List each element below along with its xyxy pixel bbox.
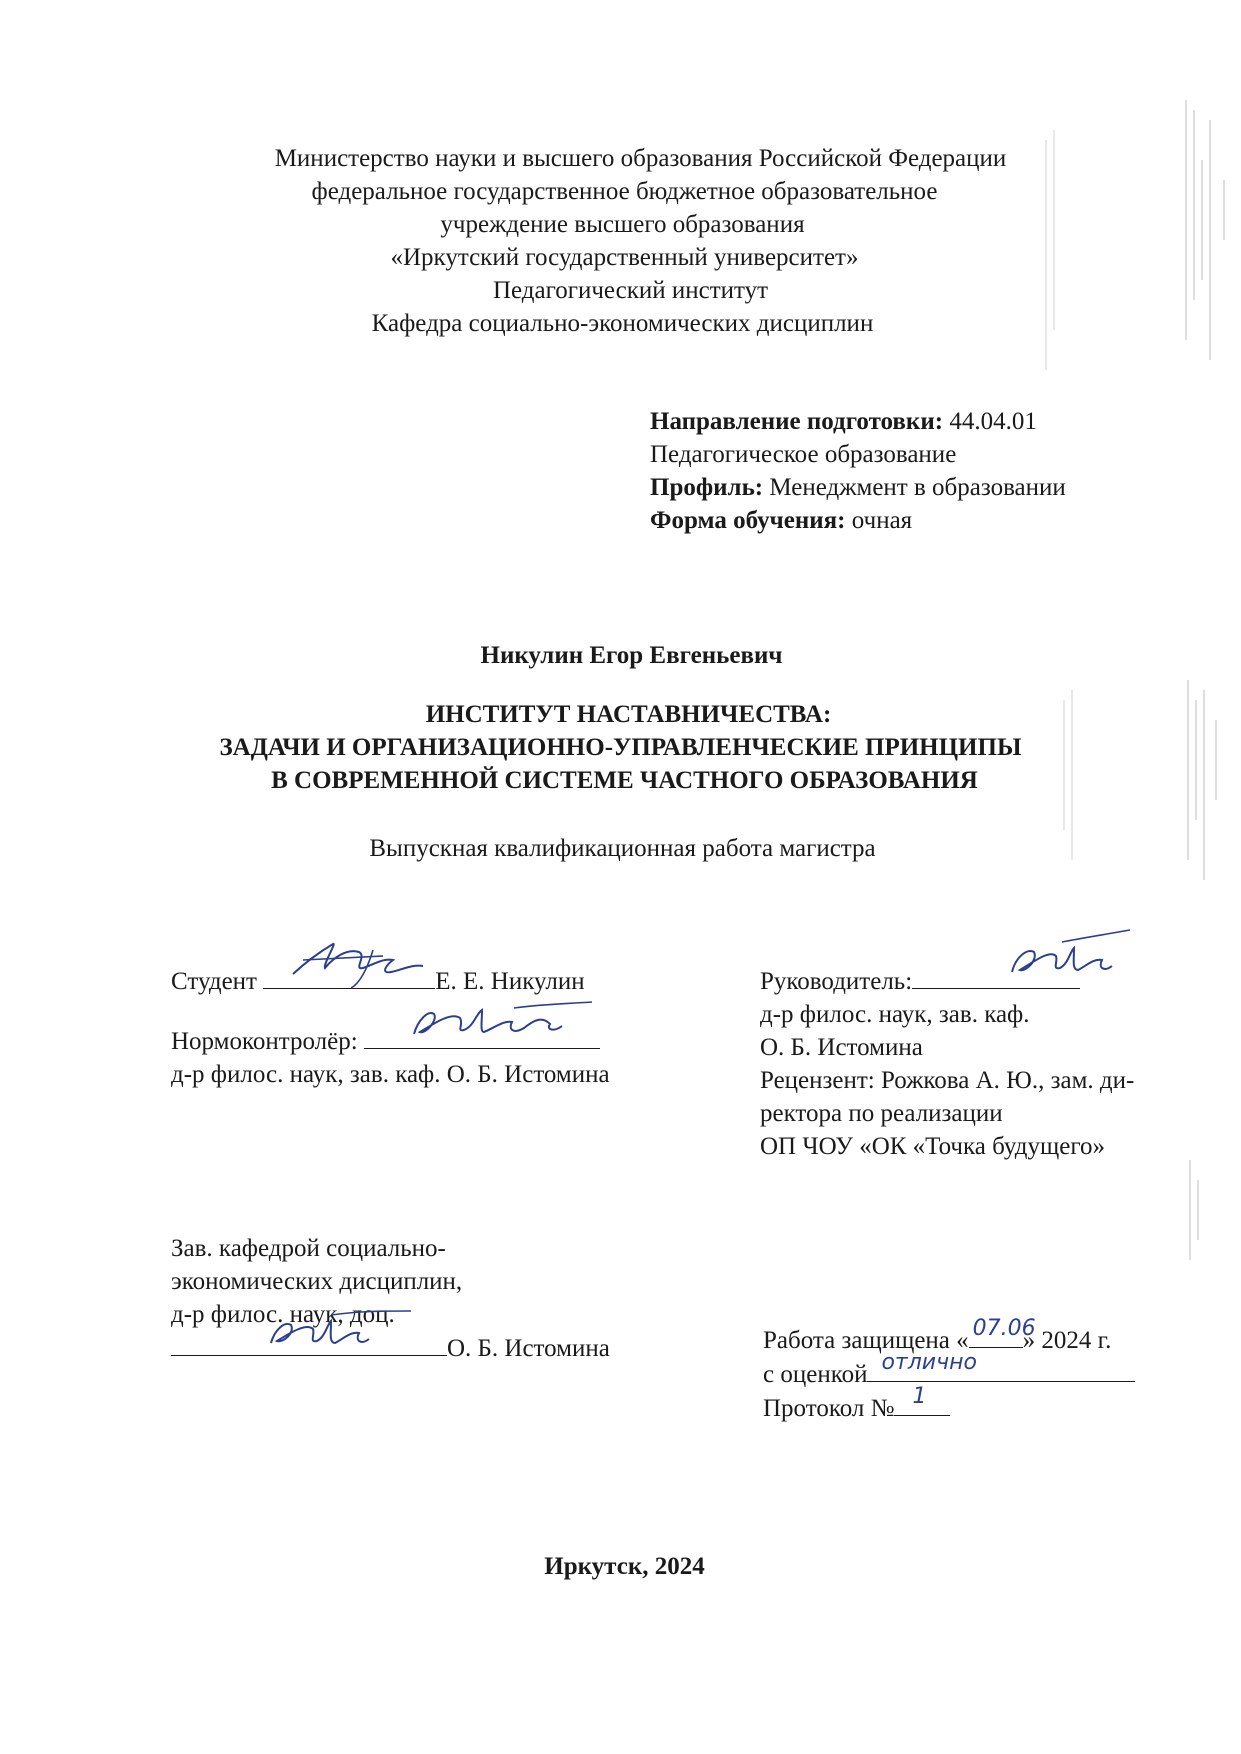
study-form-label: Форма обучения: (650, 507, 846, 534)
reviewer-line: ректора по реализации (760, 1100, 1003, 1127)
defense-date-handwritten: 07.06 (972, 1316, 1036, 1341)
department-name: Кафедра социально-экономических дисциплин (371, 310, 874, 337)
defense-prefix: Работа защищена « (763, 1327, 969, 1354)
direction-name: Педагогическое образование (650, 441, 957, 468)
protocol-handwritten: 1 (912, 1384, 927, 1409)
head-dept-signature-row (171, 1331, 610, 1365)
grade-row (763, 1350, 1135, 1391)
study-direction-block (650, 405, 1066, 537)
head-dept-name: О. Б. Истомина (447, 1335, 610, 1362)
thesis-title (0, 698, 1241, 797)
head-dept-line: экономических дисциплин, (171, 1268, 463, 1295)
thesis-title-line: ИНСТИТУТ НАСТАВНИЧЕСТВА: (425, 701, 832, 728)
supervisor-name: О. Б. Истомина (760, 1034, 923, 1061)
student-signature (263, 930, 435, 990)
ministry-line: Министерство науки и высшего образования Российской Федерации (274, 145, 1007, 172)
protocol-label: Протокол № (763, 1395, 895, 1422)
normcontrol-row (171, 1024, 610, 1058)
protocol-field (894, 1384, 950, 1416)
direction-code: 44.04.01 (943, 408, 1037, 435)
defense-block (763, 1316, 1135, 1425)
normcontrol-label: Нормоконтролёр: (171, 1028, 364, 1055)
student-label: Студент (171, 968, 264, 995)
work-type: Выпускная квалификационная работа магистра (369, 835, 876, 862)
thesis-title-line: ЗАДАЧИ И ОРГАНИЗАЦИОННО-УПРАВЛЕНЧЕСКИЕ ПРИНЦИПЫ (219, 734, 1022, 761)
defense-date-field (969, 1316, 1036, 1348)
institution-type-line: федеральное государственное бюджетное образовательное (311, 178, 938, 205)
university-name: «Иркутский государственный университет» (390, 244, 859, 271)
institute-name: Педагогический институт (492, 277, 769, 304)
head-of-department-block (171, 1232, 610, 1365)
head-dept-line: д-р филос. наук, доц. (171, 1301, 395, 1328)
head-dept-signature-line (171, 1331, 447, 1356)
reviewer-line: Рецензент: Рожкова А. Ю., зам. ди- (760, 1067, 1135, 1094)
study-form-value: очная (845, 507, 913, 534)
supervisor-signature-line (912, 964, 1080, 989)
direction-label: Направление подготовки: (650, 408, 944, 435)
student-signature-line (263, 964, 435, 989)
normcontrol-signature (364, 990, 600, 1050)
grade-field (867, 1350, 1135, 1382)
signatures-left (171, 964, 610, 1091)
profile-label: Профиль: (650, 474, 764, 501)
city-year: Иркутск, 2024 (544, 1553, 705, 1580)
institution-header (0, 142, 1241, 340)
reviewer-line: ОП ЧОУ «ОК «Точка будущего» (760, 1133, 1106, 1160)
head-dept-signature (171, 1297, 447, 1357)
head-dept-line: Зав. кафедрой социально- (171, 1235, 446, 1262)
supervisor-label: Руководитель: (760, 968, 913, 995)
institution-type-line-2: учреждение высшего образования (440, 211, 805, 238)
protocol-row (763, 1384, 1135, 1425)
normcontrol-details: д-р филос. наук, зав. каф. О. Б. Истомина (171, 1061, 610, 1088)
supervisor-title: д-р филос. наук, зав. каф. (760, 1001, 1030, 1028)
normcontrol-signature-line (364, 1024, 600, 1049)
grade-handwritten: отлично (881, 1350, 977, 1375)
thesis-title-line: В СОВРЕМЕННОЙ СИСТЕМЕ ЧАСТНОГО ОБРАЗОВАНИЯ (271, 767, 978, 794)
supervisor-row (760, 964, 1134, 998)
student-name: Е. Е. Никулин (435, 968, 585, 995)
profile-value: Менеджмент в образовании (763, 474, 1066, 501)
defense-suffix: » 2024 г. (1022, 1327, 1112, 1354)
supervisor-signature (912, 920, 1132, 990)
grade-label: с оценкой (763, 1361, 868, 1388)
signatures-right (760, 964, 1134, 1163)
author-name: Никулин Егор Евгеньевич (480, 642, 783, 669)
